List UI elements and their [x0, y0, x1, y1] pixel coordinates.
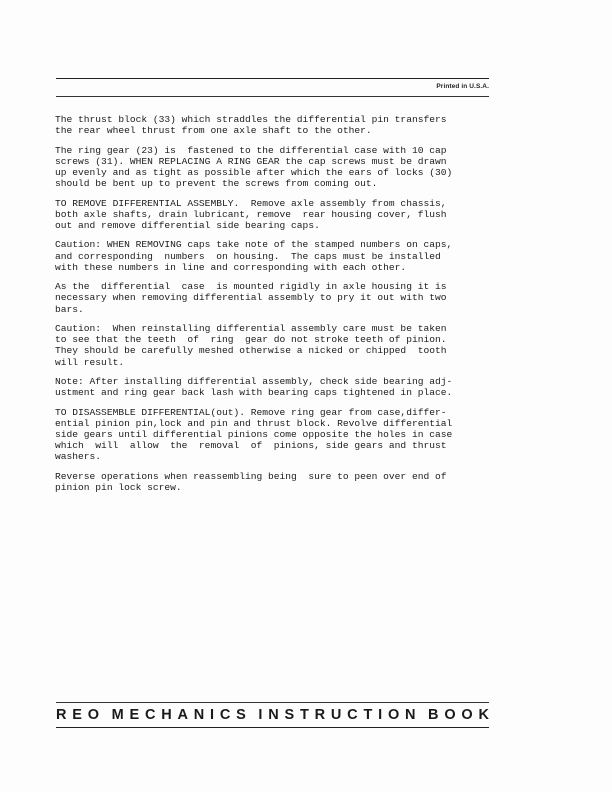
paragraph-caution-caps: Caution: WHEN REMOVING caps take note of the stamped numbers on caps, and corresponding numbers on housing. The caps must be installed with these numbers in line and corresponding with each other. [55, 239, 453, 273]
paragraph-caution-reinstall: Caution: When reinstalling differential assembly care must be taken to see that the teeth of ring gear do not stroke teeth of pinion. They should be carefully meshed otherwise a nicked or chipped tooth will result. [55, 322, 447, 368]
paragraph-remove-differential: TO REMOVE DIFFERENTIAL ASSEMBLY. Remove axle assembly from chassis, both axle shafts, drain lubricant, remove rear housing cover, flush out and remove differential side bearing caps. [55, 197, 447, 231]
paragraph-ring-gear: The ring gear (23) is fastened to the differential case with 10 cap screws (31). WHEN REPLACING A RING GEAR the cap screws must be drawn up evenly and as tight as possible after which the ears of locks (30) should be bent up to prevent the screws from coming out. [55, 144, 453, 190]
body-text [55, 114, 491, 501]
paragraph-disassemble: TO DISASSEMBLE DIFFERENTIAL(out). Remove ring gear from case,differ- ential pinion pin,lock and pin and thrust block. Revolve differential side gears until differential pinions come opposite the holes in case which will allow the removal of pinions, side gears and thrust washers. [55, 406, 453, 463]
footer-word-reo: R E O [56, 707, 100, 723]
footer-word-book: B O O K [428, 707, 489, 723]
paragraph-thrust-block: The thrust block (33) which straddles the differential pin transfers the rear wheel thrust from one axle shaft to the other. [55, 114, 447, 137]
footer-rule-thin [56, 702, 489, 703]
paragraph-mounted-rigidly: As the differential case is mounted rigidly in axle housing it is necessary when removing differential assembly to pry it out with two bars. [55, 281, 447, 315]
header-rule-thin [56, 96, 489, 97]
footer-rule [56, 727, 489, 728]
paragraph-note-bearing: Note: After installing differential assembly, check side bearing adj- ustment and ring gear back lash with bearing caps tightened in place. [55, 375, 453, 399]
header-rule [56, 78, 489, 79]
footer-word-mechanics: M E C H A N I C S [111, 707, 246, 723]
paragraph-reverse-operations: Reverse operations when reassembling being sure to peen over end of pinion pin lock screw. [55, 470, 447, 493]
footer-word-instruction: I N S T R U C T I O N [258, 707, 416, 723]
footer-book-title [56, 707, 489, 723]
printed-in-label: Printed in U.S.A. [436, 83, 489, 90]
